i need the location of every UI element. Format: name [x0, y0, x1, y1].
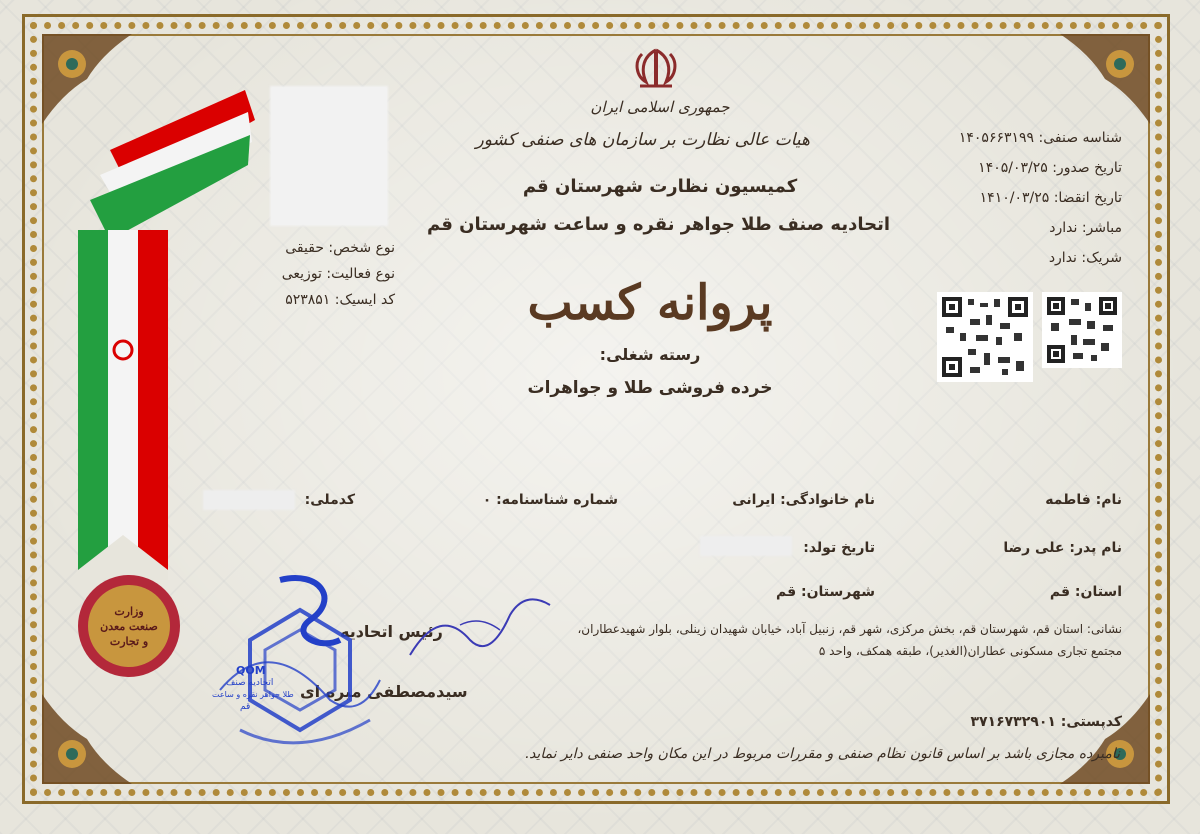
occupation-value: خرده فروشی طلا و جواهرات	[527, 378, 773, 398]
father-name-field: نام پدر: علی رضا	[1003, 540, 1122, 556]
iran-flag-ribbon-icon	[70, 80, 260, 590]
manager: مباشر: ندارد	[1049, 220, 1122, 236]
address-line-1: نشانی: استان قم، شهرستان قم، بخش مرکزی، شهر قم، زنبیل آباد، خیابان شهیدان زینلی، بلوار شهیدعطاران،	[577, 622, 1122, 636]
corner-ornament-icon	[42, 694, 132, 784]
header-line-4: اتحادیه صنف طلا جواهر نقره و ساعت شهرستان قم	[427, 214, 890, 235]
activity-type: نوع فعالیت: توزیعی	[281, 266, 395, 282]
header-line-2: هیات عالی نظارت بر سازمان های صنفی کشور	[475, 130, 810, 150]
stamp-text-2: طلا جواهر نقره و ساعت	[212, 690, 294, 699]
corner-ornament-icon	[1060, 34, 1150, 124]
iran-emblem-icon	[630, 46, 682, 92]
birth-date-field: تاریخ تولد:	[803, 540, 875, 556]
seal-line-2: صنعت معدن	[100, 619, 158, 633]
page-title: پروانه کسب	[527, 275, 773, 331]
national-code-field: کدملی:	[304, 492, 355, 508]
city-field: شهرستان: قم	[775, 584, 875, 600]
photo-placeholder	[270, 86, 388, 226]
address-line-2: مجتمع تجاری مسکونی عطاران(الغدیر)، طبقه همکف، واحد ۵	[818, 644, 1122, 658]
handwritten-signature-icon	[400, 585, 560, 675]
seal-line-1: وزارت	[114, 604, 144, 618]
occupation-label: رسته شغلی:	[599, 345, 701, 364]
birth-date-redacted	[700, 536, 792, 556]
national-code-redacted	[203, 490, 295, 510]
guild-id: شناسه صنفی: ۱۴۰۵۶۶۳۱۹۹	[958, 130, 1122, 146]
footer-note: نامبرده مجازی باشد بر اساس قانون نظام صنفی و مقررات مربوط در این مکان واحد صنفی دایر نماید.	[524, 746, 1120, 762]
qr-code-icon	[1042, 292, 1122, 368]
corner-ornament-icon	[1060, 694, 1150, 784]
header-line-3: کمیسیون نظارت شهرستان قم	[522, 176, 798, 197]
expiry-date: تاریخ انقضا: ۱۴۱۰/۰۳/۲۵	[979, 190, 1122, 206]
province-field: استان: قم	[1049, 584, 1122, 600]
signature-name: سیدمصطفی میره ای	[300, 682, 468, 701]
ministry-seal	[78, 575, 180, 677]
stamp-text-3: قم	[240, 702, 251, 712]
issue-date: تاریخ صدور: ۱۴۰۵/۰۳/۲۵	[978, 160, 1122, 176]
id-number-field: شماره شناسنامه: ۰	[482, 492, 618, 508]
isic-code: کد ایسیک: ۵۲۳۸۵۱	[285, 292, 395, 308]
header-line-1: جمهوری اسلامی ایران	[590, 98, 730, 116]
seal-line-3: و تجارت	[109, 634, 149, 648]
name-field: نام: فاطمه	[1045, 492, 1122, 508]
person-type: نوع شخص: حقیقی	[285, 240, 395, 256]
partner: شریک: ندارد	[1048, 250, 1122, 266]
qr-code-icon	[937, 292, 1033, 382]
family-name-field: نام خانوادگی: ایرانی	[732, 492, 875, 508]
stamp-latin: QOM	[236, 664, 266, 677]
postal-code-field: کدپستی: ۳۷۱۶۷۳۲۹۰۱	[970, 714, 1122, 730]
signature-role: رئیس اتحادیه	[340, 622, 443, 641]
stamp-text-1: اتحادیه صنف	[226, 678, 274, 688]
